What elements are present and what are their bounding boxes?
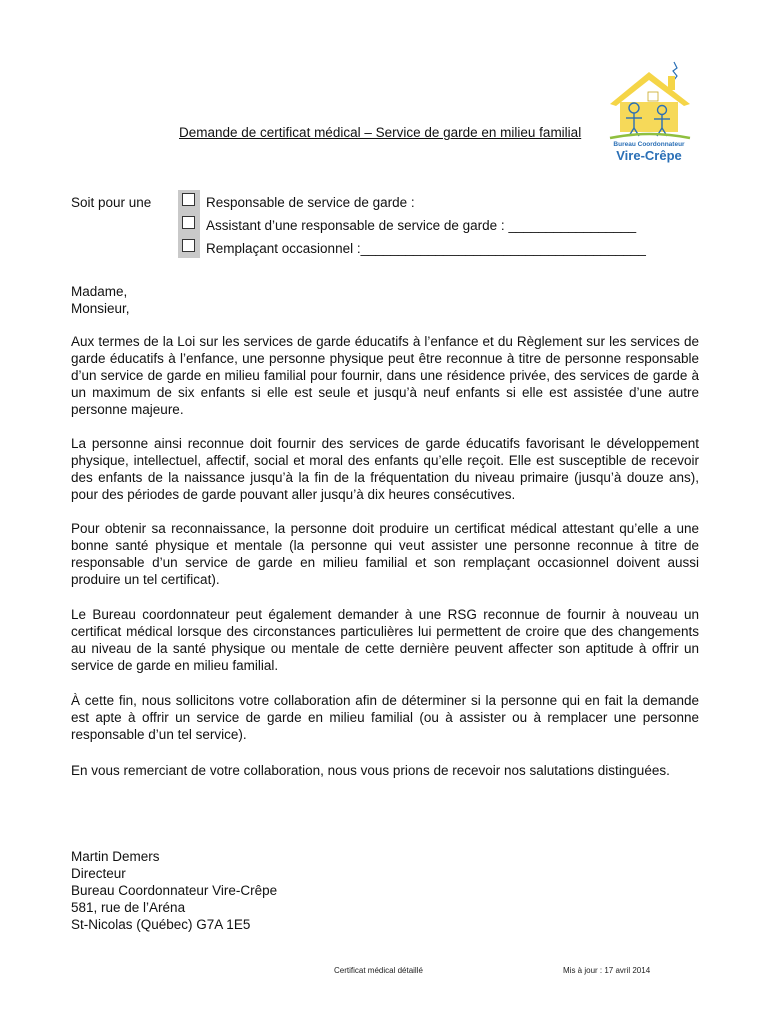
checkbox-assistant[interactable] — [182, 216, 195, 229]
logo-line1: Bureau Coordonnateur — [613, 141, 685, 148]
paragraph-1: Aux termes de la Loi sur les services de garde éducatifs à l’enfance et du Règlement sur les services de garde éducatifs à l’enfance, une personne physique peut être reconnue à titre de personne responsable d’un service de garde en milieu familial pour fournir, dans une résidence privée, des services de garde à un maximum de six enfants si elle est seule et jusqu’à neuf enfants si elle est assistée d’une autre personne majeure. — [71, 334, 699, 417]
logo-line2: Vire-Crêpe — [616, 148, 682, 163]
organization: Bureau Coordonnateur Vire-Crêpe — [71, 883, 278, 898]
option-assistant: Assistant d’une responsable de service de garde : _________________ — [206, 218, 637, 233]
footer-updated: Mis à jour : 17 avril 2014 — [563, 966, 651, 975]
paragraph-5: À cette fin, nous sollicitons votre collaboration afin de déterminer si la personne qui en fait la demande est apte à offrir un service de garde en milieu familial (ou à assister ou à remplacer une personne responsable d’un tel service). — [71, 693, 699, 742]
remplacant-blank[interactable]: ______________________________________ — [360, 241, 646, 256]
checkbox-responsable[interactable] — [182, 193, 195, 206]
checkbox-remplacant[interactable] — [182, 239, 195, 252]
address-street: 581, rue de l’Aréna — [71, 900, 186, 915]
bureau-logo — [604, 58, 694, 170]
form-prompt: Soit pour une — [71, 195, 152, 210]
footer-doc-name: Certificat médical détaillé — [334, 966, 423, 975]
paragraph-4: Le Bureau coordonnateur peut également demander à une RSG reconnue de fournir à nouveau un certificat médical lorsque des circonstances particulières lui permettent de croire que des changements au niveau de la santé physique ou mentale de cette dernière peuvent affecter son aptitude à offrir un service de garde en milieu familial. — [71, 607, 699, 673]
paragraph-2: La personne ainsi reconnue doit fournir des services de garde éducatifs favorisant le développement physique, intellectuel, affectif, social et moral des enfants qu’elle reçoit. Elle est susceptible de recevoir des enfants de la naissance jusqu’à la fin de la fréquentation du niveau primaire (jusqu’à douze ans), pour des périodes de garde pouvant aller jusqu’à dix heures consécutives. — [71, 436, 699, 502]
assistant-blank[interactable]: _________________ — [508, 218, 637, 233]
salutation: Madame, Monsieur, — [71, 284, 130, 316]
paragraph-6: En vous remerciant de votre collaboration, nous vous prions de recevoir nos salutations distinguées. — [71, 763, 670, 778]
signatory-title: Directeur — [71, 866, 126, 881]
signatory-name: Martin Demers — [71, 849, 160, 864]
page-title: Demande de certificat médical – Service de garde en milieu familial — [179, 125, 582, 140]
house-logo-icon — [604, 58, 694, 170]
option-responsable: Responsable de service de garde : — [206, 195, 415, 210]
option-remplacant: Remplaçant occasionnel :______________________________________ — [206, 241, 646, 256]
paragraph-3: Pour obtenir sa reconnaissance, la personne doit produire un certificat médical attestant qu’elle a une bonne santé physique et mentale (la personne qui veut assister une personne reconnue à titre de responsable d’un service de garde en milieu familial et son remplaçant occasionnel doivent aussi produire un tel certificat). — [71, 521, 699, 587]
address-city: St-Nicolas (Québec) G7A 1E5 — [71, 917, 251, 932]
signature-block — [71, 848, 277, 933]
